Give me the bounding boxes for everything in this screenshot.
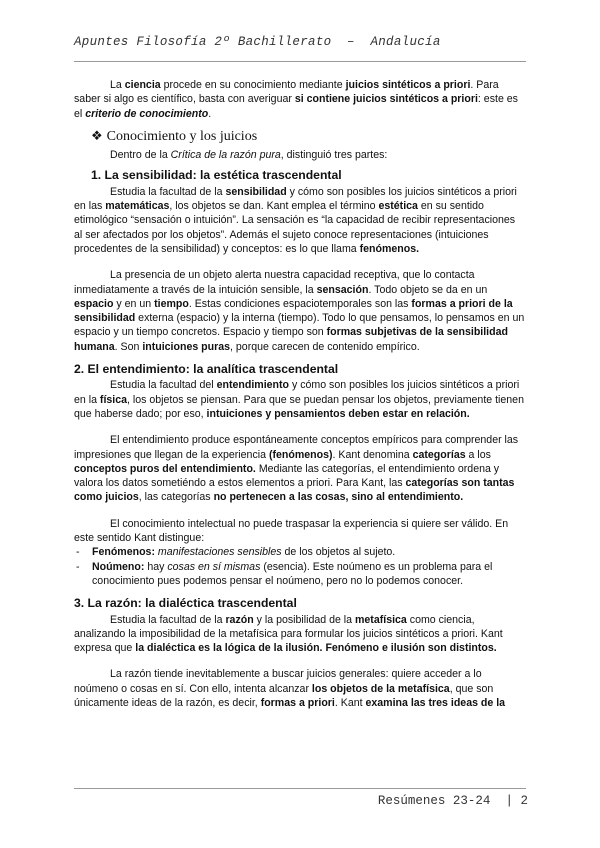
header-rule	[74, 61, 526, 62]
intro-paragraph: La ciencia procede en su conocimiento mediante juicios sintéticos a priori. Para saber si algo es científico, basta con averiguar si contiene juicios sintéticos a priori: este es el criterio de conocimiento.	[74, 79, 518, 120]
part2-paragraph-2: El entendimiento produce espontáneamente conceptos empíricos para comprender las impresiones que llegan de la experiencia (fenómenos). Kant denomina categorías a los conceptos puros del entendimiento. Mediante las categorías, el entendimiento ordena y valora los datos sometiéndo a estos elementos a priori. Para Kant, las categorías son tantas como juicios, las categorías no pertenecen a las cosas, sino al entendimiento.	[74, 434, 519, 504]
part1-heading: 1. La sensibilidad: la estética trascendental	[91, 168, 342, 183]
part2-heading: 2. El entendimiento: la analítica trascendental	[74, 362, 339, 377]
page-footer	[378, 794, 528, 808]
footer-rule	[74, 788, 526, 789]
part1-paragraph-1: Estudia la facultad de la sensibilidad y cómo son posibles los juicios sintéticos a priori en las matemáticas, los objetos se dan. Kant emplea el término estética en su sentido etimológico “sensación o intuición”. La sensación es “la capacidad de recibir representaciones al ser afectados por los objetos”. Además el sujeto conoce representaciones (intuiciones procedentes de la sensibilidad) y conceptos: es lo que llama fenómenos.	[74, 185, 517, 255]
part3-paragraph-2: La razón tiende inevitablemente a buscar juicios generales: quiere acceder a lo noúmeno o cosas en sí. Con ello, intenta alcanzar los objetos de la metafísica, que son únicamente ideas de la razón, es decir, formas a priori. Kant examina las tres ideas de la	[74, 668, 506, 709]
footer-separator: |	[505, 794, 513, 808]
page-body	[74, 78, 526, 710]
part3-paragraph-1: Estudia la facultad de la razón y la posibilidad de la metafísica como ciencia, analizando la imposibilidad de la metafísica para formular los juicios sintéticos a priori. Kant expresa que la dialéctica es la lógica de la ilusión. Fenómeno e ilusión son distintos.	[74, 613, 503, 655]
page-header: Apuntes Filosofía 2º Bachillerato – Andalucía	[74, 35, 441, 49]
part2-paragraph-3: El conocimiento intelectual no puede traspasar la experiencia si quiere ser válido. En este sentido Kant distingue:	[74, 517, 509, 545]
section-intro: Dentro de la Crítica de la razón pura, distinguió tres partes:	[110, 149, 388, 162]
part2-paragraph-1: Estudia la facultad del entendimiento y cómo son posibles los juicios sintéticos a priori en la física, los objetos se piensan. Para que se puedan pensar los objetos, previamente tienen que haberse dado; por eso, intuiciones y pensamientos deben estar en relación.	[74, 379, 524, 420]
diamond-bullet-icon: ❖	[91, 127, 103, 143]
page-number: 2	[520, 794, 528, 808]
part3-heading: 3. La razón: la dialéctica trascendental	[74, 596, 297, 611]
section-heading: ❖ Conocimiento y los juicios	[91, 127, 258, 144]
list-item: - Fenómenos: manifestaciones sensibles de los objetos al sujeto.	[74, 545, 526, 559]
phenomena-noumena-list	[74, 545, 526, 588]
footer-text: Resúmenes 23-24	[377, 794, 491, 808]
list-item: - Noúmeno: hay cosas en sí mismas (esencia). Este noúmeno es un problema para el conocimiento pues podemos pensar el noúmeno, pero no lo podemos conocer.	[74, 560, 526, 589]
part1-paragraph-2: La presencia de un objeto alerta nuestra capacidad receptiva, que lo contacta inmediatamente a través de la intuición sensible, la sensación. Todo objeto se da en un espacio y en un tiempo. Estas condiciones espaciotemporales son las formas a priori de la sensibilidad externa (espacio) y la interna (tiempo). Todo lo que pensamos, lo pensamos en un espacio y un tiempo concretos. Espacio y tiempo son formas subjetivas de la sensibilidad humana. Son intuiciones puras, porque carecen de contenido empírico.	[74, 269, 525, 353]
